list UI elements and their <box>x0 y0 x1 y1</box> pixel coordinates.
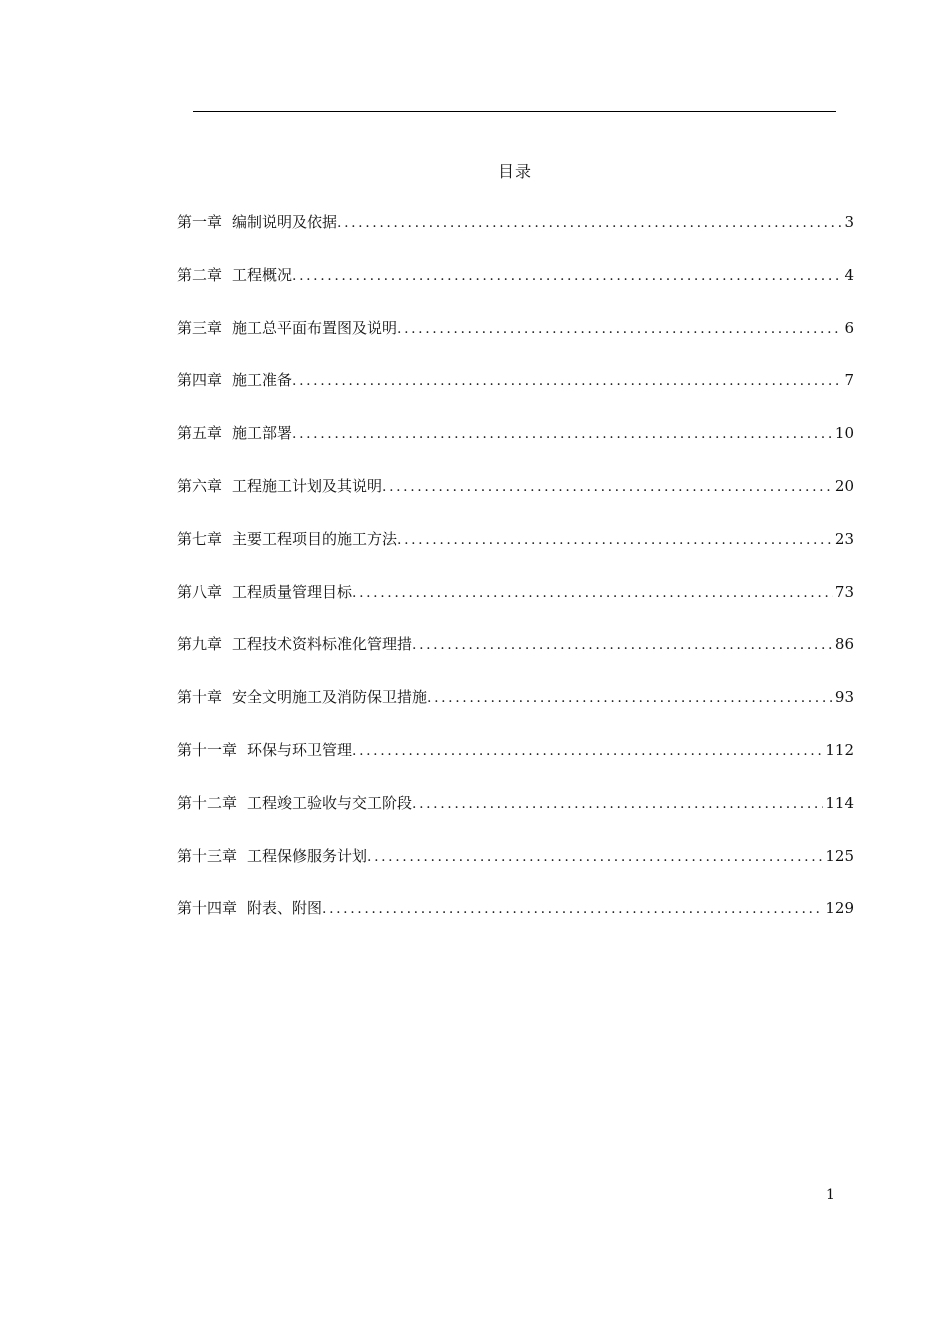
toc-page-number: 129 <box>825 899 854 918</box>
toc-dot-leader <box>292 265 842 287</box>
toc-chapter-label: 第八章 <box>177 582 223 601</box>
toc-dot-leader <box>412 793 823 815</box>
toc-entry[interactable] <box>177 475 854 528</box>
toc-chapter-label: 第十一章 <box>177 740 238 759</box>
toc-entry-text: 施工部署 <box>232 424 293 443</box>
toc-page-number: 114 <box>825 793 854 812</box>
toc-page-number: 86 <box>834 635 854 654</box>
toc-dot-leader <box>367 846 823 868</box>
toc-chapter-label: 第二章 <box>177 265 223 284</box>
header-rule <box>193 111 836 112</box>
toc-entry[interactable] <box>177 845 854 898</box>
toc-entry[interactable] <box>177 317 854 370</box>
toc-entry-text: 工程保修服务计划 <box>247 846 368 865</box>
toc-dot-leader <box>292 423 833 445</box>
toc-entry[interactable] <box>177 633 854 686</box>
toc-chapter-label: 第四章 <box>177 371 223 390</box>
toc-list <box>177 211 854 950</box>
toc-chapter-label: 第十三章 <box>177 846 238 865</box>
toc-entry[interactable] <box>177 528 854 581</box>
toc-page-number: 10 <box>834 424 854 443</box>
toc-dot-leader <box>322 898 823 920</box>
toc-entry-text: 施工准备 <box>232 371 293 390</box>
toc-chapter-label: 第六章 <box>177 476 223 495</box>
toc-page-number: 3 <box>844 213 854 231</box>
toc-page-number: 7 <box>844 371 854 390</box>
toc-dot-leader <box>292 370 842 392</box>
toc-page-number: 93 <box>834 688 854 707</box>
page-number: 1 <box>826 1187 835 1203</box>
toc-entry[interactable] <box>177 211 854 264</box>
toc-entry[interactable] <box>177 264 854 317</box>
toc-page-number: 112 <box>825 740 854 759</box>
toc-dot-leader <box>352 740 823 762</box>
toc-entry-text: 工程概况 <box>232 265 293 284</box>
toc-entry-text: 编制说明及依据 <box>232 213 338 231</box>
toc-chapter-label: 第九章 <box>177 635 223 654</box>
toc-dot-leader <box>397 318 842 340</box>
toc-page-number: 23 <box>834 529 854 548</box>
toc-dot-leader <box>382 476 833 498</box>
toc-dot-leader <box>352 582 833 604</box>
toc-dot-leader <box>412 634 833 656</box>
toc-entry[interactable] <box>177 897 854 950</box>
toc-entry-text: 工程竣工验收与交工阶段 <box>247 793 413 812</box>
toc-dot-leader <box>427 687 833 709</box>
toc-page-number: 6 <box>844 318 854 337</box>
toc-page-number: 125 <box>825 846 854 865</box>
toc-chapter-label: 第十二章 <box>177 793 238 812</box>
toc-entry-text: 主要工程项目的施工方法 <box>232 529 398 548</box>
toc-entry[interactable] <box>177 739 854 792</box>
toc-entry[interactable] <box>177 581 854 634</box>
toc-entry[interactable] <box>177 369 854 422</box>
toc-page-number: 20 <box>834 476 854 495</box>
toc-entry[interactable] <box>177 792 854 845</box>
toc-entry-text: 安全文明施工及消防保卫措施 <box>232 688 428 707</box>
toc-entry[interactable] <box>177 686 854 739</box>
toc-entry-text: 环保与环卫管理 <box>247 740 353 759</box>
toc-entry-text: 工程施工计划及其说明 <box>232 476 383 495</box>
toc-chapter-label: 第三章 <box>177 318 223 337</box>
toc-chapter-label: 第一章 <box>177 213 223 231</box>
toc-chapter-label: 第十章 <box>177 688 223 707</box>
toc-dot-leader <box>337 212 842 234</box>
toc-chapter-label: 第七章 <box>177 529 223 548</box>
toc-entry-text: 施工总平面布置图及说明 <box>232 318 398 337</box>
toc-page-number: 73 <box>834 582 854 601</box>
toc-page-number: 4 <box>844 265 854 284</box>
toc-chapter-label: 第十四章 <box>177 899 238 918</box>
toc-entry[interactable] <box>177 422 854 475</box>
toc-dot-leader <box>397 529 833 551</box>
toc-entry-text: 工程质量管理目标 <box>232 582 353 601</box>
toc-chapter-label: 第五章 <box>177 424 223 443</box>
toc-entry-text: 附表、附图 <box>247 899 323 918</box>
toc-entry-text: 工程技术资料标准化管理措 <box>232 635 413 654</box>
toc-title: 目录 <box>497 162 532 181</box>
